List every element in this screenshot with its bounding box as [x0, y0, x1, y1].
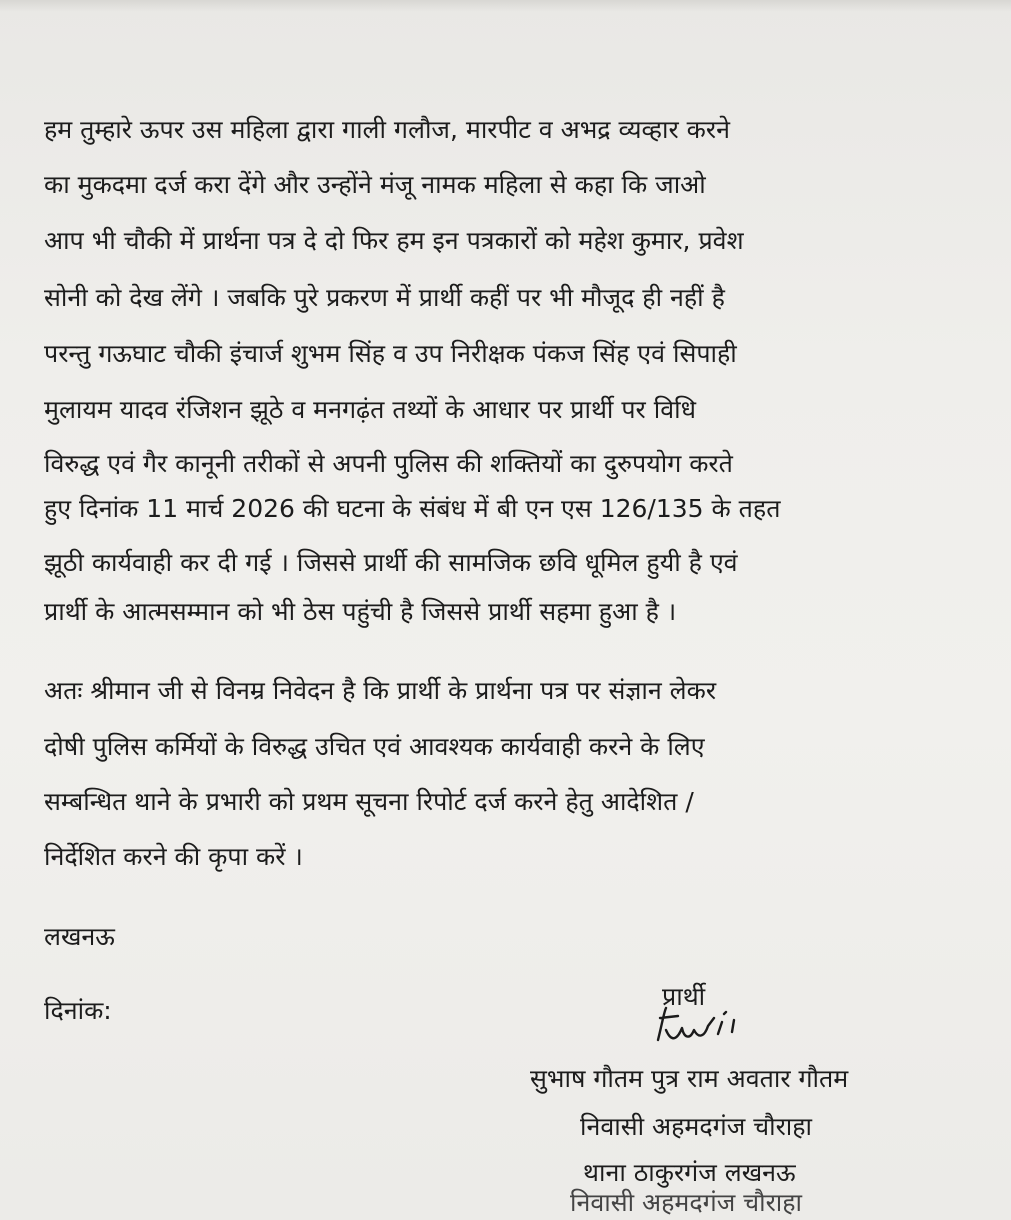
paragraph-line: सम्बन्धित थाने के प्रभारी को प्रथम सूचना रिपोर्ट दर्ज करने हेतु आदेशित / [44, 787, 694, 816]
paragraph-line: सोनी को देख लेंगे । जबकि पुरे प्रकरण में प्रार्थी कहीं पर भी मौजूद ही नहीं है [44, 283, 725, 312]
paragraph-line: निर्देशित करने की कृपा करें । [44, 842, 303, 871]
paragraph-line: हुए दिनांक 11 मार्च 2026 की घटना के संबंध में बी एन एस 126/135 के तहत [44, 494, 781, 523]
paragraph-line: अतः श्रीमान जी से विनम्र निवेदन है कि प्रार्थी के प्रार्थना पत्र पर संज्ञान लेकर [44, 676, 717, 705]
paragraph-line: प्रार्थी के आत्मसम्मान को भी ठेस पहुंची है जिससे प्रार्थी सहमा हुआ है । [44, 597, 677, 626]
handwritten-signature [648, 1004, 758, 1050]
paragraph-line: विरुद्ध एवं गैर कानूनी तरीकों से अपनी पुलिस की शक्तियों का दुरुपयोग करते [44, 449, 733, 478]
paragraph-line: हम तुम्हारे ऊपर उस महिला द्वारा गाली गलौज, मारपीट व अभद्र व्यव्हार करने [44, 115, 730, 144]
cut-off-text-line: निवासी अहमदगंज चौराहा [570, 1188, 803, 1217]
paragraph-line: दोषी पुलिस कर्मियों के विरुद्ध उचित एवं आवश्यक कार्यवाही करने के लिए [44, 732, 705, 761]
paragraph-line: आप भी चौकी में प्रार्थना पत्र दे दो फिर हम इन पत्रकारों को महेश कुमार, प्रवेश [44, 226, 744, 255]
paragraph-line: परन्तु गऊघाट चौकी इंचार्ज शुभम सिंह व उप निरीक्षक पंकज सिंह एवं सिपाही [44, 339, 737, 368]
paragraph-line: झूठी कार्यवाही कर दी गई । जिससे प्रार्थी की सामजिक छवि धूमिल हुयी है एवं [44, 548, 738, 577]
page-top-shadow [0, 0, 1011, 12]
applicant-label: प्रार्थी [662, 982, 706, 1011]
date-label: दिनांक: [44, 996, 112, 1025]
applicant-address-line-1: निवासी अहमदगंज चौराहा [580, 1112, 813, 1141]
place-label: लखनऊ [44, 922, 115, 951]
paragraph-line: मुलायम यादव रंजिशन झूठे व मनगढ़ंत तथ्यों के आधार पर प्रार्थी पर विधि [44, 395, 696, 424]
paragraph-line: का मुकदमा दर्ज करा देंगे और उन्होंने मंजू नामक महिला से कहा कि जाओ [44, 170, 706, 199]
applicant-name: सुभाष गौतम पुत्र राम अवतार गौतम [530, 1064, 849, 1093]
applicant-address-line-2: थाना ठाकुरगंज लखनऊ [583, 1158, 796, 1187]
